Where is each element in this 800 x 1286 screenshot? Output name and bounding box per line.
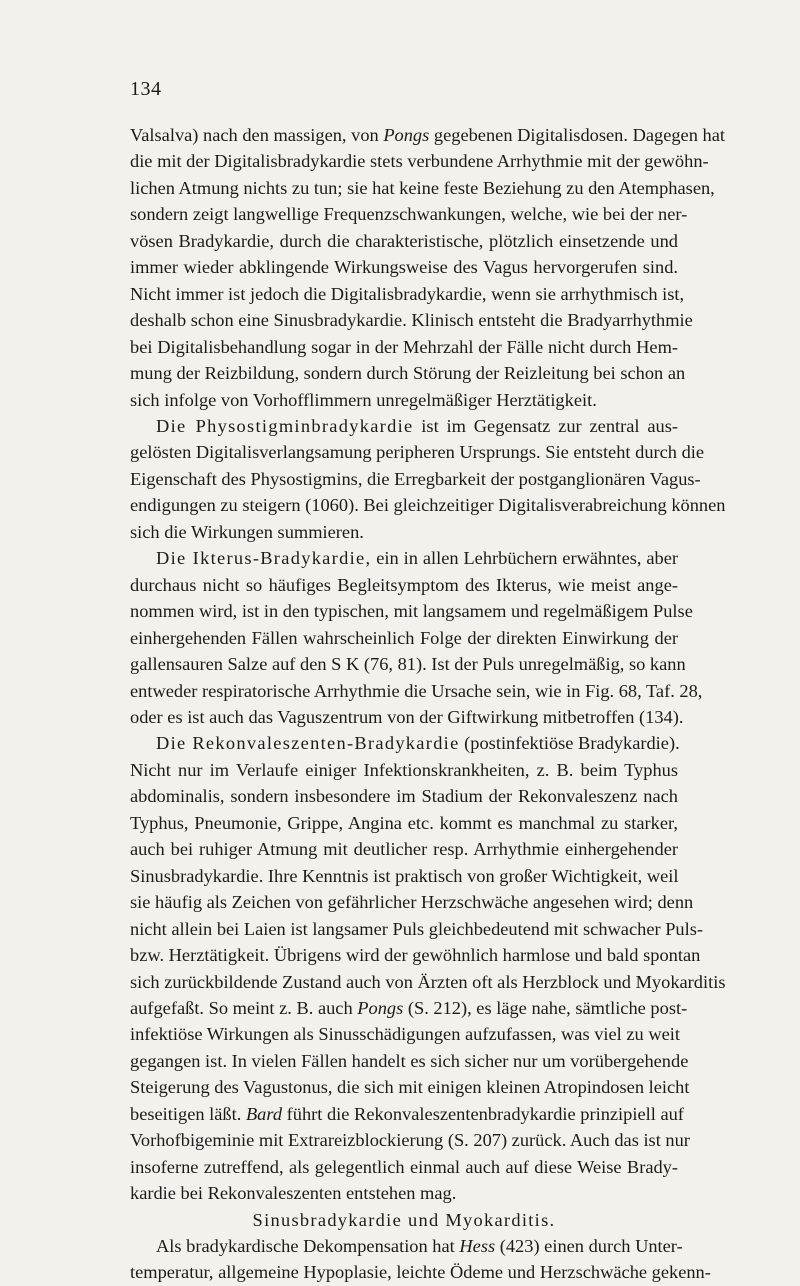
- text-run: deshalb schon eine Sinusbradykardie. Klinisch entsteht die Bradyarrhythmie: [130, 310, 693, 331]
- text-line: [130, 545, 678, 571]
- text-run: kardie bei Rekonvaleszenten entstehen mag.: [130, 1183, 457, 1204]
- text-line: [130, 413, 678, 439]
- text-run: ist im Gegensatz zur zentral aus-: [413, 415, 678, 436]
- text-run: Sinusbradykardie. Ihre Kenntnis ist praktisch von großer Wichtigkeit, weil: [130, 865, 679, 886]
- text-line: [130, 572, 678, 598]
- text-run: Vorhofbigeminie mit Extrareizblockierung (S. 207) zurück. Auch das ist nur: [130, 1130, 690, 1151]
- text-line: [130, 651, 686, 677]
- text-line: [130, 625, 678, 651]
- spaced-term: Die Physostigminbradykardie: [156, 415, 414, 436]
- text-run: aufgefaßt. So meint z. B. auch: [130, 997, 358, 1018]
- text-line: [130, 598, 693, 624]
- text-run: immer wieder abklingende Wirkungsweise des Vagus hervorgerufen sind.: [130, 257, 678, 278]
- text-run: einhergehenden Fällen wahrscheinlich Folge der direkten Einwirkung der: [130, 627, 678, 648]
- text-line: [130, 1048, 689, 1074]
- text-run: gegebenen Digitalisdosen. Dagegen hat: [429, 125, 725, 145]
- text-run: infektiöse Wirkungen als Sinusschädigungen aufzufassen, was viel zu weit: [130, 1024, 680, 1045]
- text-run: sich zurückbildende Zustand auch von Ärzten oft als Herzblock und Myokarditis: [130, 971, 726, 992]
- text-run: Typhus, Pneumonie, Grippe, Angina etc. kommt es manchmal zu starker,: [130, 812, 678, 833]
- spaced-term: Sinusbradykardie und Myokarditis.: [252, 1209, 556, 1230]
- text-line: [130, 175, 715, 201]
- text-line: [130, 360, 686, 386]
- text-run: Nicht immer ist jedoch die Digitalisbradykardie, wenn sie arrhythmisch ist,: [130, 283, 685, 304]
- text-run: abdominalis, sondern insbesondere im Stadium der Rekonvaleszenz nach: [130, 786, 678, 807]
- text-run: sich die Wirkungen summieren.: [130, 521, 364, 542]
- text-run: Valsalva) nach den massigen, von: [130, 125, 384, 145]
- text-line: [130, 228, 678, 254]
- text-line: [130, 466, 701, 492]
- text-run: auch bei ruhiger Atmung mit deutlicher resp. Arrhythmie einhergehender: [130, 839, 678, 860]
- text-run: bei Digitalisbehandlung sogar in der Mehrzahl der Fälle nicht durch Hem-: [130, 336, 678, 357]
- text-line: [130, 254, 678, 280]
- text-line: [130, 783, 678, 809]
- text-line: [130, 1259, 711, 1285]
- text-line: [130, 969, 726, 995]
- text-line: [130, 1074, 690, 1100]
- spaced-term: Die Ikterus-Bradykardie,: [156, 548, 372, 569]
- text-run: ein in allen Lehrbüchern erwähntes, aber: [371, 548, 678, 569]
- text-line: [130, 492, 726, 518]
- text-line: [130, 1021, 678, 1047]
- text-run: Als bradykardische Dekompensation hat: [156, 1236, 460, 1257]
- text-line: [130, 334, 678, 360]
- text-run: gallensauren Salze auf den S K (76, 81). Ist der Puls unregelmäßig, so kann: [130, 654, 686, 675]
- text-line: [130, 863, 678, 889]
- text-run: Nicht nur im Verlaufe einiger Infektionskrankheiten, z. B. beim Typhus: [130, 759, 678, 780]
- text-line: [130, 122, 725, 148]
- author-name: Hess: [459, 1236, 496, 1257]
- text-run: führt die Rekonvaleszentenbradykardie prinzipiell auf: [282, 1103, 684, 1124]
- text-run: (postinfektiöse Bradykardie).: [459, 733, 680, 754]
- author-name: Pongs: [383, 125, 430, 145]
- text-run: gelösten Digitalisverlangsamung peripheren Ursprungs. Sie entsteht durch die: [130, 442, 705, 463]
- text-line: [130, 942, 701, 968]
- author-name: Pongs: [357, 997, 404, 1018]
- text-line: [130, 281, 685, 307]
- text-run: lichen Atmung nichts zu tun; sie hat keine feste Beziehung zu den Atemphasen,: [130, 177, 715, 198]
- text-line: [130, 519, 678, 545]
- text-run: sich infolge von Vorhofflimmern unregelmäßiger Herztätigkeit.: [130, 389, 597, 410]
- text-line: [130, 201, 688, 227]
- text-line: [130, 439, 705, 465]
- text-line: [130, 678, 703, 704]
- text-line: [130, 916, 704, 942]
- text-run: entweder respiratorische Arrhythmie die Ursache sein, wie in Fig. 68, Taf. 28,: [130, 680, 703, 701]
- text-run: gegangen ist. In vielen Fällen handelt es sich sicher nur um vorübergehende: [130, 1050, 689, 1071]
- text-run: (423) einen durch Unter-: [495, 1236, 683, 1257]
- text-run: (S. 212), es läge nahe, sämtliche post-: [403, 997, 688, 1018]
- text-run: nommen wird, ist in den typischen, mit langsamem und regelmäßigem Pulse: [130, 601, 693, 622]
- text-run: vösen Bradykardie, durch die charakteristische, plötzlich einsetzende und: [130, 230, 678, 251]
- text-run: oder es ist auch das Vaguszentrum von der Giftwirkung mitbetroffen (134).: [130, 706, 684, 727]
- text-run: beseitigen läßt.: [130, 1103, 246, 1124]
- page-body-text: [130, 122, 726, 1286]
- text-run: nicht allein bei Laien ist langsamer Puls gleichbedeutend mit schwacher Puls-: [130, 918, 704, 939]
- text-run: Steigerung des Vagustonus, die sich mit einigen kleinen Atropindosen leicht: [130, 1077, 690, 1098]
- text-line: [130, 757, 678, 783]
- text-line: [130, 1180, 678, 1206]
- spaced-term: Die Rekonvaleszenten-Bradykardie: [156, 733, 460, 754]
- text-run: Eigenschaft des Physostigmins, die Erregbarkeit der postganglionären Vagus-: [130, 468, 701, 489]
- text-run: temperatur, allgemeine Hypoplasie, leichte Ödeme und Herzschwäche gekenn-: [130, 1262, 711, 1283]
- text-run: sondern zeigt langwellige Frequenzschwankungen, welche, wie bei der ner-: [130, 204, 688, 225]
- text-line: [130, 387, 678, 413]
- text-line: [130, 810, 678, 836]
- text-run: bzw. Herztätigkeit. Übrigens wird der gewöhnlich harmlose und bald spontan: [130, 945, 701, 966]
- text-line: [130, 1154, 678, 1180]
- text-line: [130, 730, 678, 756]
- text-run: durchaus nicht so häufiges Begleitsymptom des Ikterus, wie meist ange-: [130, 574, 678, 595]
- text-line: [130, 1233, 683, 1259]
- page-number: 134: [130, 78, 162, 100]
- text-line: [130, 1101, 684, 1127]
- text-line: [130, 1127, 690, 1153]
- text-line: [130, 889, 694, 915]
- text-run: insoferne zutreffend, als gelegentlich einmal auch auf diese Weise Brady-: [130, 1156, 678, 1177]
- text-line: [130, 307, 693, 333]
- text-line: [130, 704, 684, 730]
- text-run: endigungen zu steigern (1060). Bei gleichzeitiger Digitalisverabreichung können: [130, 495, 726, 516]
- text-line: [130, 148, 709, 174]
- text-run: sie häufig als Zeichen von gefährlicher Herzschwäche angesehen wird; denn: [130, 892, 694, 913]
- section-heading: [130, 1207, 678, 1233]
- text-run: mung der Reizbildung, sondern durch Störung der Reizleitung bei schon an: [130, 363, 686, 384]
- text-line: [130, 995, 688, 1021]
- author-name: Bard: [245, 1103, 283, 1124]
- text-run: die mit der Digitalisbradykardie stets verbundene Arrhythmie mit der gewöhn-: [130, 151, 709, 172]
- text-line: [130, 836, 678, 862]
